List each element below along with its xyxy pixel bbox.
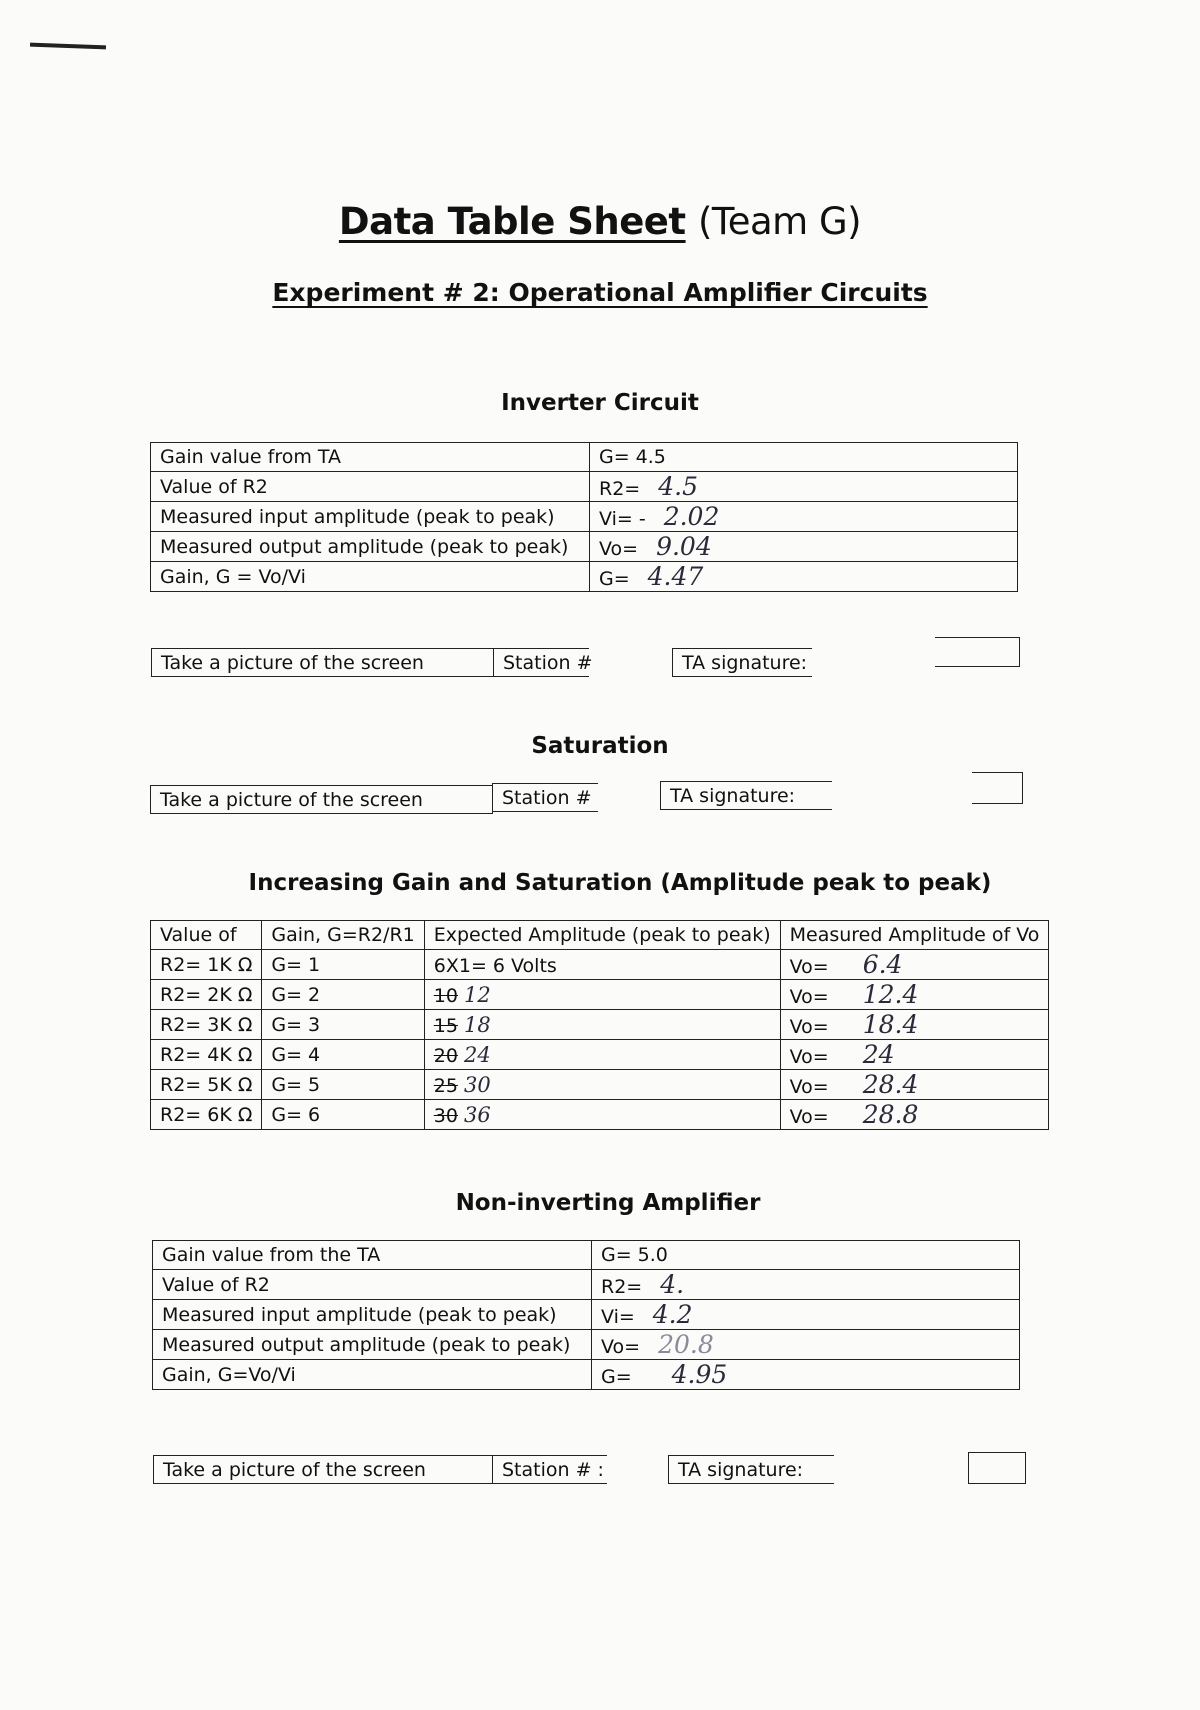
saturation-picture-cell: Take a picture of the screen (150, 785, 493, 814)
handwritten-value: 9.04 (656, 532, 712, 561)
noninverting-station-cell: Station # : (492, 1455, 607, 1484)
inverter-station-cell: Station # (493, 648, 589, 677)
noninverting-value: Vo= 20.8 (592, 1330, 1020, 1360)
table-row (151, 562, 1018, 592)
table-row (153, 1270, 1020, 1300)
inverter-label: Measured input amplitude (peak to peak) (151, 502, 590, 532)
table-row (151, 443, 1018, 472)
measured-cell: Vo= 12.4 (780, 980, 1049, 1010)
r2-cell: R2= 1K Ω (151, 950, 262, 980)
handwritten-value: 4. (660, 1270, 685, 1299)
noninverting-value: G= 5.0 (592, 1241, 1020, 1270)
experiment-title-text: Experiment # 2: Operational Amplifier Circuits (272, 278, 928, 307)
handwritten-value: 28.4 (862, 1070, 919, 1099)
r2-cell: R2= 2K Ω (151, 980, 262, 1010)
noninverting-signature-box (968, 1452, 1026, 1484)
table-row (151, 472, 1018, 502)
table-row (153, 1330, 1020, 1360)
column-header: Gain, G=R2/R1 (262, 921, 424, 950)
table-row (151, 1040, 1049, 1070)
table-row (151, 1070, 1049, 1100)
expected-cell: 25 30 (424, 1070, 780, 1100)
table-row (151, 502, 1018, 532)
gain-cell: G= 3 (262, 1010, 424, 1040)
table-row (153, 1360, 1020, 1390)
experiment-title (0, 278, 1200, 307)
inverter-ta-signature: TA signature: (672, 648, 812, 677)
noninverting-value: R2= 4. (592, 1270, 1020, 1300)
table-row (153, 1241, 1020, 1270)
noninverting-ta-signature: TA signature: (668, 1455, 834, 1484)
handwritten-value: 30 (463, 1072, 491, 1097)
saturation-ta-signature: TA signature: (660, 781, 832, 810)
gain-cell: G= 4 (262, 1040, 424, 1070)
title-team: (Team G) (697, 200, 862, 243)
saturation-heading: Saturation (531, 733, 669, 759)
table-row (151, 1100, 1049, 1130)
increasing-heading: Increasing Gain and Saturation (Amplitude peak to peak) (248, 870, 992, 896)
table-row (153, 1300, 1020, 1330)
title-main: Data Table Sheet (338, 200, 686, 243)
gain-cell: G= 1 (262, 950, 424, 980)
inverter-value: Vi= - 2.02 (590, 502, 1018, 532)
r2-cell: R2= 5K Ω (151, 1070, 262, 1100)
handwritten-value: 24 (862, 1040, 895, 1069)
expected-cell: 10 12 (424, 980, 780, 1010)
handwritten-value: 4.5 (658, 472, 698, 501)
table-row (151, 950, 1049, 980)
noninverting-label: Measured input amplitude (peak to peak) (153, 1300, 592, 1330)
table-header-row (151, 921, 1049, 950)
inverter-label: Measured output amplitude (peak to peak) (151, 532, 590, 562)
inverter-value: R2= 4.5 (590, 472, 1018, 502)
handwritten-value: 4.47 (647, 562, 704, 591)
handwritten-value: 24 (463, 1042, 491, 1067)
expected-cell: 6X1= 6 Volts (424, 950, 780, 980)
inverter-signature-box (935, 637, 1020, 667)
handwritten-value: 20.8 (658, 1330, 714, 1359)
saturation-station-cell: Station # (492, 783, 598, 812)
gain-cell: G= 6 (262, 1100, 424, 1130)
inverter-label: Value of R2 (151, 472, 590, 502)
noninverting-label: Gain, G=Vo/Vi (153, 1360, 592, 1390)
saturation-signature-box (972, 772, 1023, 804)
noninverting-value: Vi= 4.2 (592, 1300, 1020, 1330)
inverter-heading: Inverter Circuit (501, 390, 699, 416)
noninverting-label: Value of R2 (153, 1270, 592, 1300)
handwritten-value: 6.4 (862, 950, 903, 979)
inverter-value: Vo= 9.04 (590, 532, 1018, 562)
inverter-label: Gain value from TA (151, 443, 590, 472)
noninverting-table (152, 1240, 1020, 1390)
table-row (151, 980, 1049, 1010)
handwritten-value: 4.2 (652, 1300, 693, 1329)
handwritten-value: 18 (463, 1012, 491, 1037)
measured-cell: Vo= 28.4 (780, 1070, 1049, 1100)
inverter-value: G= 4.5 (590, 443, 1018, 472)
handwritten-value: 4.95 (671, 1360, 728, 1389)
table-row (151, 532, 1018, 562)
handwritten-value: 12 (463, 982, 491, 1007)
handwritten-value: 28.8 (862, 1100, 919, 1129)
inverter-value: G= 4.47 (590, 562, 1018, 592)
column-header: Measured Amplitude of Vo (780, 921, 1049, 950)
gain-cell: G= 5 (262, 1070, 424, 1100)
column-header: Expected Amplitude (peak to peak) (424, 921, 780, 950)
expected-cell: 15 18 (424, 1010, 780, 1040)
noninverting-value: G= 4.95 (592, 1360, 1020, 1390)
noninverting-heading: Non-inverting Amplifier (455, 1190, 761, 1216)
page-title (0, 200, 1200, 243)
handwritten-value: 18.4 (862, 1010, 919, 1039)
measured-cell: Vo= 28.8 (780, 1100, 1049, 1130)
noninverting-label: Gain value from the TA (153, 1241, 592, 1270)
column-header: Value of (151, 921, 262, 950)
gain-cell: G= 2 (262, 980, 424, 1010)
measured-cell: Vo= 6.4 (780, 950, 1049, 980)
corner-pen-mark (30, 43, 106, 50)
measured-cell: Vo= 18.4 (780, 1010, 1049, 1040)
inverter-picture-cell: Take a picture of the screen (151, 648, 494, 677)
expected-cell: 30 36 (424, 1100, 780, 1130)
noninverting-label: Measured output amplitude (peak to peak) (153, 1330, 592, 1360)
expected-cell: 20 24 (424, 1040, 780, 1070)
inverter-table (150, 442, 1018, 592)
table-row (151, 1010, 1049, 1040)
r2-cell: R2= 4K Ω (151, 1040, 262, 1070)
noninverting-picture-cell: Take a picture of the screen (153, 1455, 493, 1484)
handwritten-value: 2.02 (663, 502, 720, 531)
inverter-label: Gain, G = Vo/Vi (151, 562, 590, 592)
handwritten-value: 36 (463, 1102, 491, 1127)
handwritten-value: 12.4 (862, 980, 919, 1009)
increasing-table (150, 920, 1049, 1130)
r2-cell: R2= 6K Ω (151, 1100, 262, 1130)
r2-cell: R2= 3K Ω (151, 1010, 262, 1040)
measured-cell: Vo= 24 (780, 1040, 1049, 1070)
